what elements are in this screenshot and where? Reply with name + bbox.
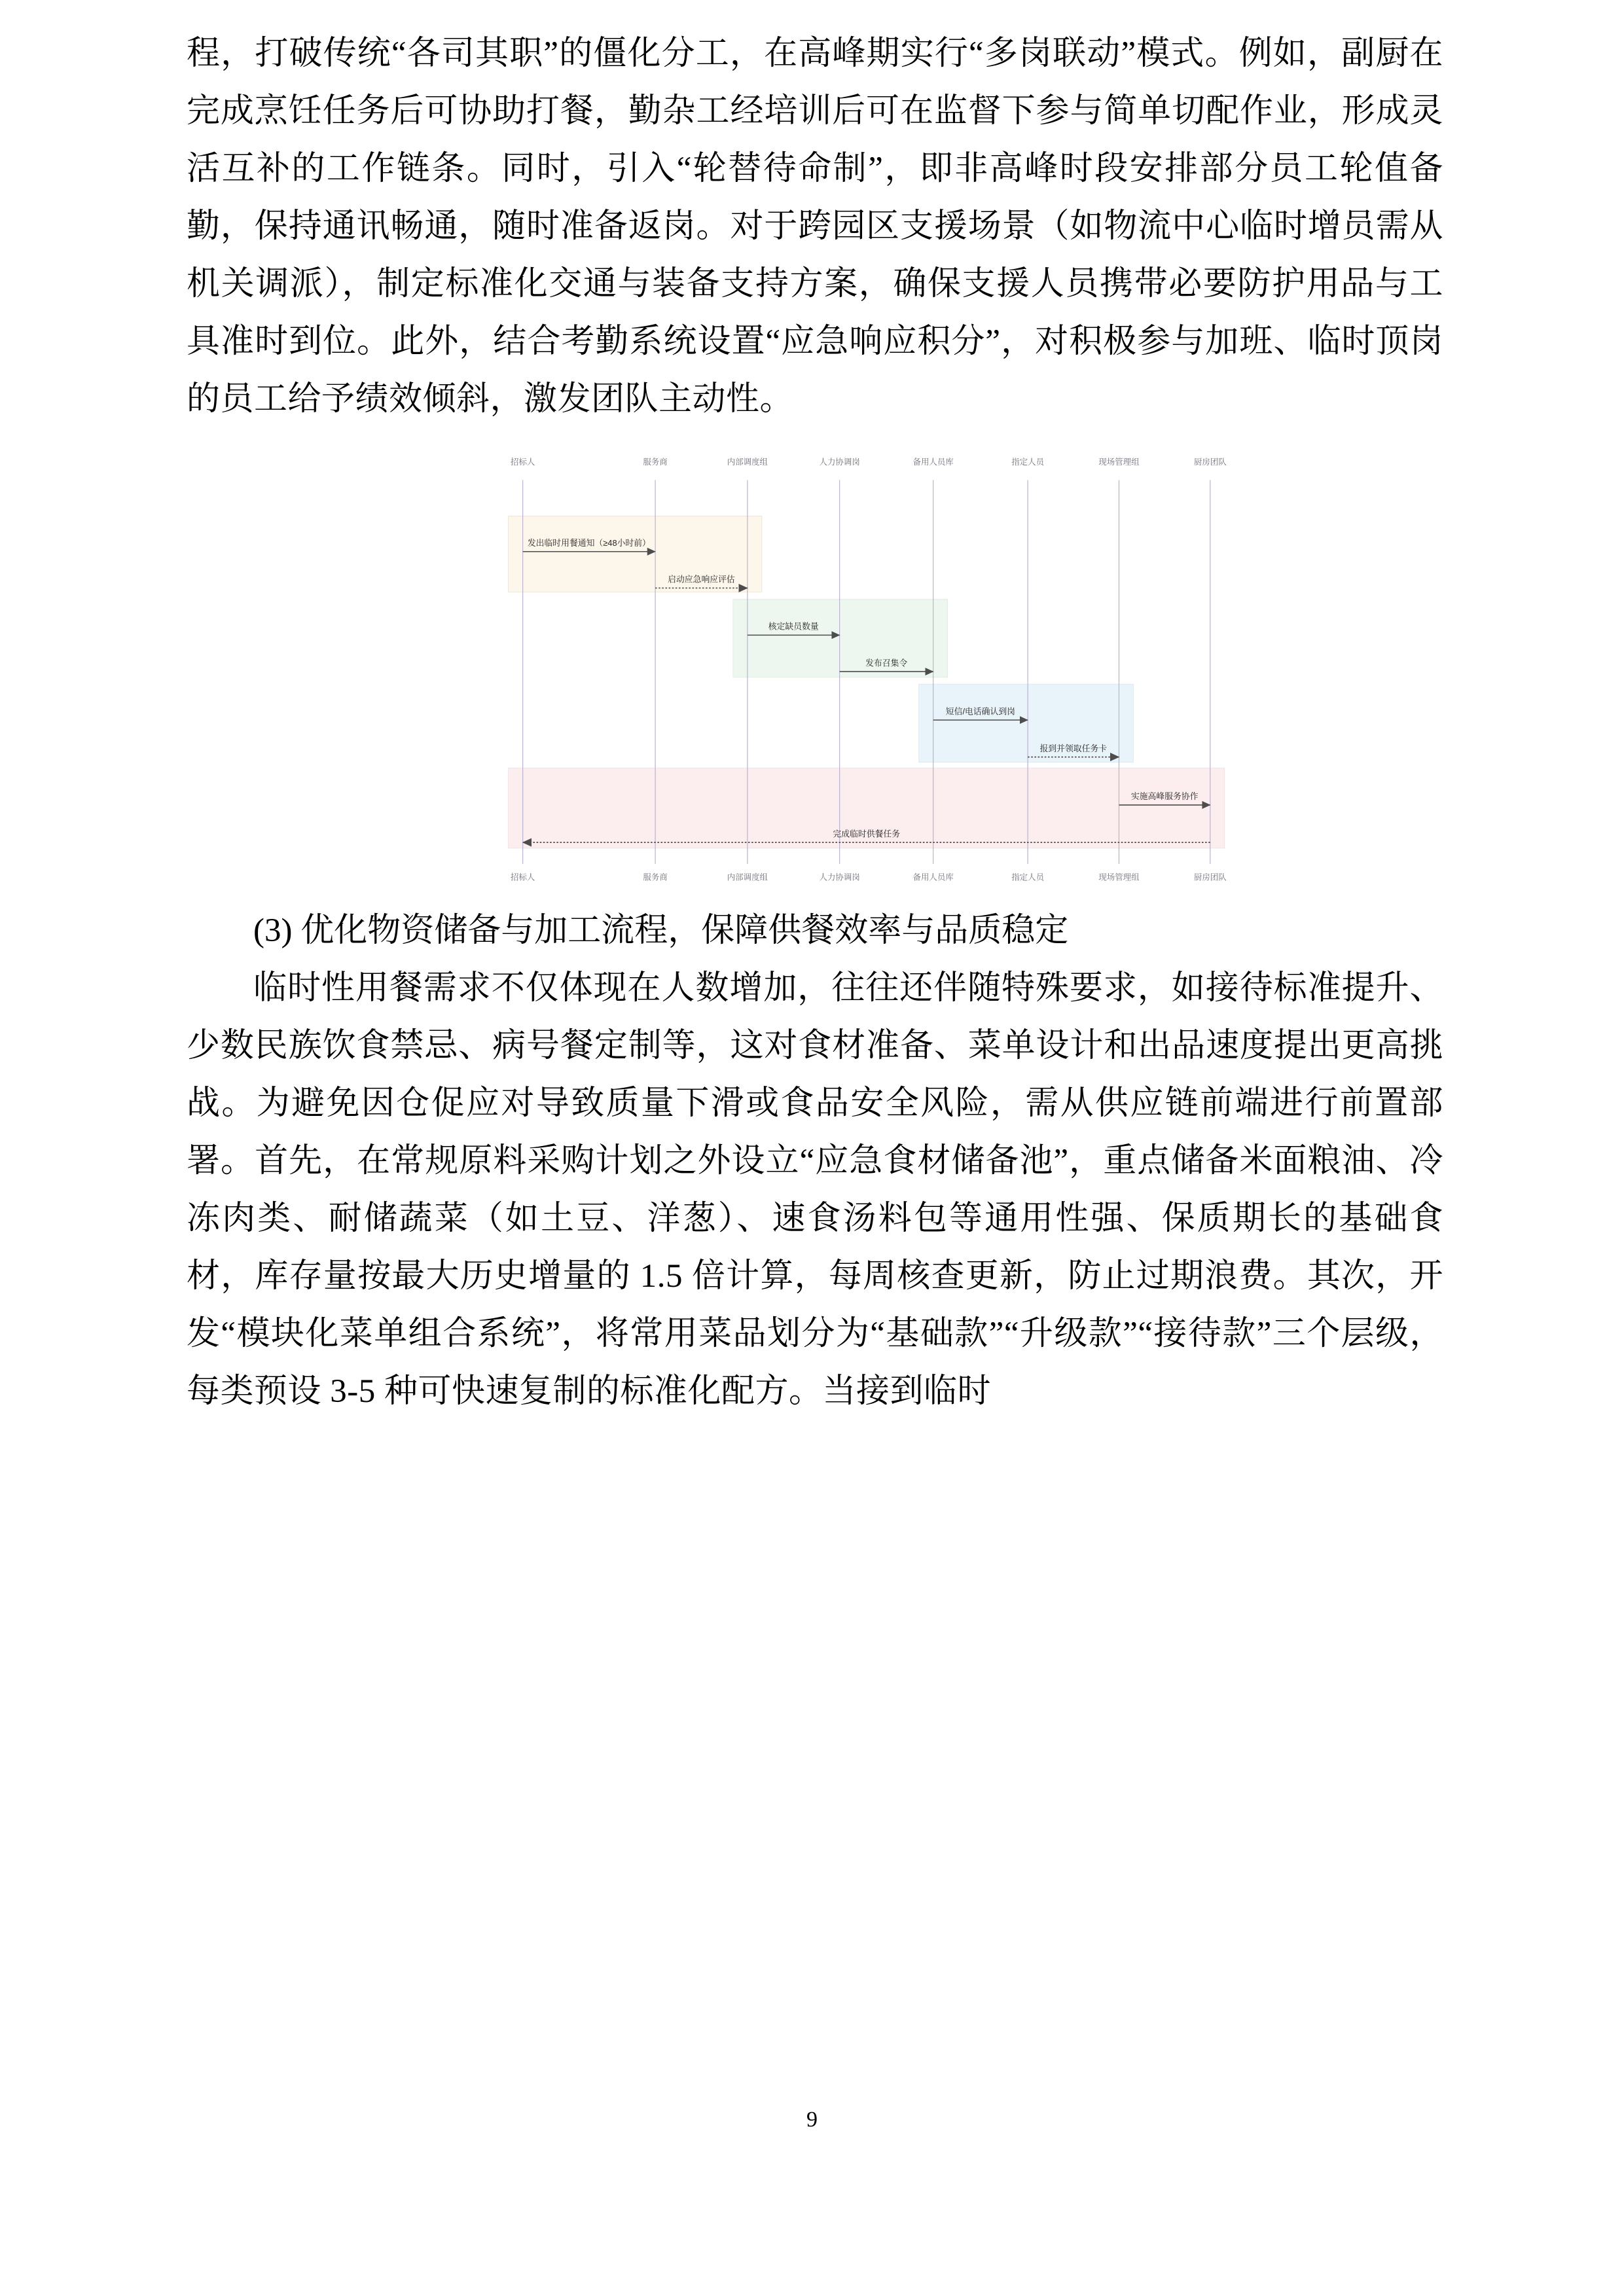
- lifeline-label-bottom-c: 内部调度组: [727, 872, 768, 882]
- lifeline-label-bottom-h: 厨房团队: [1193, 872, 1227, 882]
- lifeline-label-top-e: 备用人员库: [912, 457, 954, 467]
- sequence-diagram: [327, 450, 1434, 882]
- lifeline-label-bottom-e: 备用人员库: [912, 872, 954, 882]
- lifeline-label-bottom-g: 现场管理组: [1098, 872, 1140, 882]
- page-number: 9: [806, 2108, 818, 2132]
- lifeline-label-top-a: 招标人: [510, 457, 535, 467]
- diagram-bands: [509, 516, 1225, 848]
- paragraph-3: 临时性用餐需求不仅体现在人数增加，往往还伴随特殊要求，如接待标准提升、少数民族饮食禁忌、病号餐定制等，这对食材准备、菜单设计和出品速度提出更高挑战。为避免因仓促应对导致质量下滑或食品安全风险，需从供应链前端进行前置部署。首先，在常规原料采购计划之外设立“应急食材储备池”，重点储备米面粮油、冷冻肉类、耐储蔬菜（如土豆、洋葱）、速食汤料包等通用性强、保质期长的基础食材，库存量按最大历史增量的 1.5 倍计算，每周核查更新，防止过期浪费。其次，开发“模块化菜单组合系统”，将常用菜品划分为“基础款”“升级款”“接待款”三个层级，每类预设 3-5 种可快速复制的标准化配方。当接到临时: [187, 970, 1443, 1410]
- section-heading-3: (3) 优化物资储备与加工流程，保障供餐效率与品质稳定: [253, 912, 1069, 949]
- lifeline-label-bottom-b: 服务商: [643, 872, 668, 882]
- lifeline-label-top-g: 现场管理组: [1098, 457, 1140, 467]
- message-label-5: 短信/电话确认到岗: [945, 706, 1016, 717]
- page-content: [187, 0, 1443, 1420]
- lifeline-label-top-f: 指定人员: [1011, 457, 1045, 467]
- diagram-lifeline-labels-bottom: [511, 872, 1227, 882]
- message-label-8: 完成临时供餐任务: [833, 829, 901, 839]
- diagram-lifeline-labels-top: [511, 457, 1227, 467]
- lifeline-label-bottom-a: 招标人: [510, 872, 535, 882]
- sequence-diagram-canvas: [327, 450, 1434, 882]
- message-label-2: 启动应急响应评估: [668, 574, 735, 584]
- paragraph-continued: 程，打破传统“各司其职”的僵化分工，在高峰期实行“多岗联动”模式。例如，副厨在完成烹饪任务后可协助打餐，勤杂工经培训后可在监督下参与简单切配作业，形成灵活互补的工作链条。同时，引入“轮替待命制”，即非高峰时段安排部分员工轮值备勤，保持通讯畅通，随时准备返岗。对于跨园区支援场景（如物流中心临时增员需从机关调派），制定标准化交通与装备支持方案，确保支援人员携带必要防护用品与工具准时到位。此外，结合考勤系统设置“应急响应积分”，对积极参与加班、临时顶岗的员工给予绩效倾斜，激发团队主动性。: [187, 35, 1443, 418]
- sequence-diagram-figure: [187, 450, 1443, 895]
- band-dispatch: [733, 599, 948, 677]
- lifeline-label-bottom-f: 指定人员: [1011, 872, 1045, 882]
- lifeline-label-top-b: 服务商: [643, 457, 668, 467]
- message-label-3: 核定缺员数量: [768, 621, 819, 632]
- message-label-4: 发布召集令: [865, 658, 908, 668]
- message-label-7: 实施高峰服务协作: [1130, 791, 1199, 802]
- message-label-1: 发出临时用餐通知（≥48小时前）: [527, 537, 651, 548]
- lifeline-label-top-d: 人力协调岗: [819, 457, 860, 467]
- lifeline-label-top-h: 厨房团队: [1193, 457, 1227, 467]
- lifeline-label-bottom-d: 人力协调岗: [819, 872, 860, 882]
- lifeline-label-top-c: 内部调度组: [727, 457, 768, 467]
- message-label-6: 报到并领取任务卡: [1039, 743, 1108, 753]
